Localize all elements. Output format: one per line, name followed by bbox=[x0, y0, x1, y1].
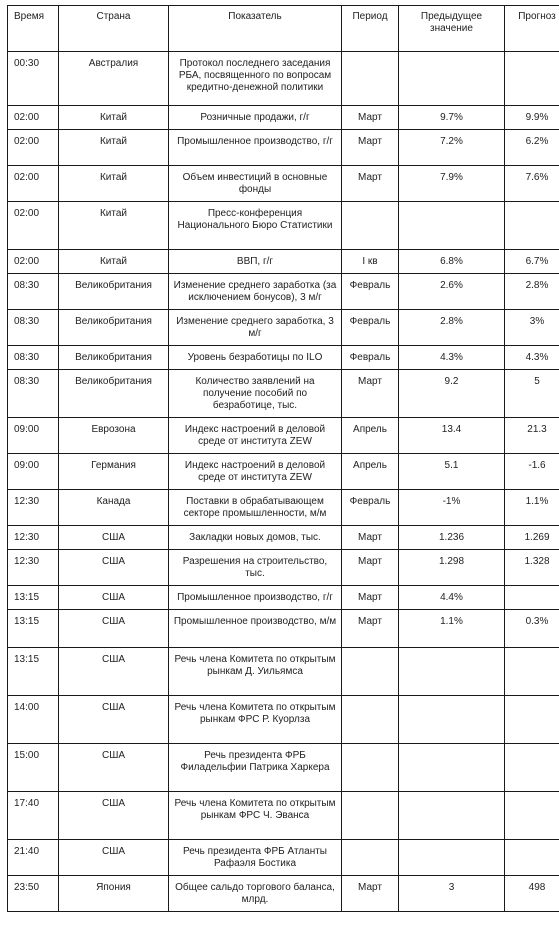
cell-country: Германия bbox=[59, 454, 169, 490]
cell-country: США bbox=[59, 526, 169, 550]
cell-period: Март bbox=[342, 610, 399, 648]
cell-country: Австралия bbox=[59, 52, 169, 106]
cell-indicator: Пресс-конференция Национального Бюро Статистики bbox=[169, 202, 342, 250]
cell-indicator: Речь президента ФРБ Атланты Рафаэля Бостика bbox=[169, 840, 342, 876]
cell-time: 12:30 bbox=[8, 550, 59, 586]
cell-previous: 9.2 bbox=[399, 370, 505, 418]
cell-forecast: 21.3 bbox=[505, 418, 559, 454]
cell-period bbox=[342, 52, 399, 106]
cell-country: США bbox=[59, 840, 169, 876]
cell-forecast: 9.9% bbox=[505, 106, 559, 130]
cell-time: 08:30 bbox=[8, 346, 59, 370]
cell-country: Великобритания bbox=[59, 274, 169, 310]
cell-time: 13:15 bbox=[8, 648, 59, 696]
table-row bbox=[8, 876, 559, 912]
header-indicator: Показатель bbox=[169, 6, 342, 52]
cell-indicator: Закладки новых домов, тыс. bbox=[169, 526, 342, 550]
table-row bbox=[8, 490, 559, 526]
cell-forecast: -1.6 bbox=[505, 454, 559, 490]
cell-previous: -1% bbox=[399, 490, 505, 526]
cell-period: Февраль bbox=[342, 346, 399, 370]
cell-time: 23:50 bbox=[8, 876, 59, 912]
cell-time: 09:00 bbox=[8, 418, 59, 454]
cell-forecast bbox=[505, 202, 559, 250]
cell-indicator: Разрешения на строительство, тыс. bbox=[169, 550, 342, 586]
cell-forecast: 5 bbox=[505, 370, 559, 418]
cell-forecast: 1.328 bbox=[505, 550, 559, 586]
cell-time: 02:00 bbox=[8, 106, 59, 130]
cell-period: Февраль bbox=[342, 274, 399, 310]
cell-forecast: 4.3% bbox=[505, 346, 559, 370]
cell-previous: 4.3% bbox=[399, 346, 505, 370]
cell-indicator: Общее сальдо торгового баланса, млрд. bbox=[169, 876, 342, 912]
cell-indicator: Индекс настроений в деловой среде от института ZEW bbox=[169, 454, 342, 490]
cell-forecast: 6.2% bbox=[505, 130, 559, 166]
cell-previous: 1.298 bbox=[399, 550, 505, 586]
cell-previous bbox=[399, 840, 505, 876]
cell-indicator: Речь члена Комитета по открытым рынкам ФРС Р. Куорлза bbox=[169, 696, 342, 744]
cell-time: 08:30 bbox=[8, 370, 59, 418]
cell-indicator: Протокол последнего заседания РБА, посвященного по вопросам кредитно-денежной политики bbox=[169, 52, 342, 106]
economic-calendar-table bbox=[7, 5, 559, 912]
cell-time: 09:00 bbox=[8, 454, 59, 490]
table-row bbox=[8, 550, 559, 586]
cell-country: Китай bbox=[59, 250, 169, 274]
cell-indicator: Уровень безработицы по ILO bbox=[169, 346, 342, 370]
cell-country: Великобритания bbox=[59, 310, 169, 346]
cell-time: 08:30 bbox=[8, 274, 59, 310]
cell-time: 02:00 bbox=[8, 166, 59, 202]
cell-previous: 4.4% bbox=[399, 586, 505, 610]
cell-indicator: Промышленное производство, г/г bbox=[169, 586, 342, 610]
table-row bbox=[8, 418, 559, 454]
table-row bbox=[8, 52, 559, 106]
cell-forecast: 2.8% bbox=[505, 274, 559, 310]
cell-previous bbox=[399, 202, 505, 250]
cell-period: Апрель bbox=[342, 418, 399, 454]
cell-time: 14:00 bbox=[8, 696, 59, 744]
cell-period: Февраль bbox=[342, 310, 399, 346]
cell-country: США bbox=[59, 744, 169, 792]
cell-period: Февраль bbox=[342, 490, 399, 526]
cell-forecast: 0.3% bbox=[505, 610, 559, 648]
table-row bbox=[8, 370, 559, 418]
cell-period bbox=[342, 744, 399, 792]
cell-period: Апрель bbox=[342, 454, 399, 490]
cell-time: 15:00 bbox=[8, 744, 59, 792]
table-row bbox=[8, 648, 559, 696]
cell-previous: 2.8% bbox=[399, 310, 505, 346]
cell-time: 17:40 bbox=[8, 792, 59, 840]
cell-forecast bbox=[505, 586, 559, 610]
cell-indicator: Речь президента ФРБ Филадельфии Патрика Харкера bbox=[169, 744, 342, 792]
cell-forecast: 498 bbox=[505, 876, 559, 912]
cell-previous bbox=[399, 648, 505, 696]
header-forecast: Прогноз bbox=[505, 6, 559, 52]
cell-country: Еврозона bbox=[59, 418, 169, 454]
cell-previous: 1.236 bbox=[399, 526, 505, 550]
table-row bbox=[8, 346, 559, 370]
cell-indicator: Промышленное производство, м/м bbox=[169, 610, 342, 648]
table-row bbox=[8, 792, 559, 840]
cell-indicator: Поставки в обрабатывающем секторе промышленности, м/м bbox=[169, 490, 342, 526]
table-row bbox=[8, 106, 559, 130]
cell-country: Великобритания bbox=[59, 346, 169, 370]
table-row bbox=[8, 250, 559, 274]
cell-period bbox=[342, 202, 399, 250]
cell-country: Великобритания bbox=[59, 370, 169, 418]
cell-time: 12:30 bbox=[8, 490, 59, 526]
cell-time: 08:30 bbox=[8, 310, 59, 346]
cell-indicator: Индекс настроений в деловой среде от института ZEW bbox=[169, 418, 342, 454]
cell-country: США bbox=[59, 696, 169, 744]
table-row bbox=[8, 744, 559, 792]
cell-period bbox=[342, 840, 399, 876]
cell-time: 12:30 bbox=[8, 526, 59, 550]
cell-indicator: ВВП, г/г bbox=[169, 250, 342, 274]
cell-indicator: Изменение среднего заработка, 3 м/г bbox=[169, 310, 342, 346]
cell-country: США bbox=[59, 792, 169, 840]
cell-country: Китай bbox=[59, 130, 169, 166]
cell-previous: 9.7% bbox=[399, 106, 505, 130]
table-row bbox=[8, 526, 559, 550]
cell-previous: 13.4 bbox=[399, 418, 505, 454]
cell-time: 21:40 bbox=[8, 840, 59, 876]
cell-period: Март bbox=[342, 526, 399, 550]
cell-country: Китай bbox=[59, 106, 169, 130]
cell-period bbox=[342, 792, 399, 840]
table-row bbox=[8, 202, 559, 250]
cell-forecast: 1.269 bbox=[505, 526, 559, 550]
cell-country: Китай bbox=[59, 202, 169, 250]
table-row bbox=[8, 130, 559, 166]
table-row bbox=[8, 454, 559, 490]
cell-country: США bbox=[59, 610, 169, 648]
header-period: Период bbox=[342, 6, 399, 52]
cell-forecast bbox=[505, 696, 559, 744]
cell-indicator: Изменение среднего заработка (за исключением бонусов), 3 м/г bbox=[169, 274, 342, 310]
cell-forecast bbox=[505, 52, 559, 106]
cell-forecast bbox=[505, 792, 559, 840]
cell-forecast: 6.7% bbox=[505, 250, 559, 274]
cell-previous: 3 bbox=[399, 876, 505, 912]
cell-country: США bbox=[59, 550, 169, 586]
cell-country: США bbox=[59, 586, 169, 610]
cell-time: 13:15 bbox=[8, 610, 59, 648]
cell-indicator: Количество заявлений на получение пособий по безработице, тыс. bbox=[169, 370, 342, 418]
cell-country: Китай bbox=[59, 166, 169, 202]
table-header-row bbox=[8, 6, 559, 52]
cell-period: Март bbox=[342, 370, 399, 418]
cell-country: США bbox=[59, 648, 169, 696]
cell-previous: 7.9% bbox=[399, 166, 505, 202]
cell-indicator: Речь члена Комитета по открытым рынкам ФРС Ч. Эванса bbox=[169, 792, 342, 840]
table-row bbox=[8, 696, 559, 744]
cell-previous: 1.1% bbox=[399, 610, 505, 648]
cell-forecast: 1.1% bbox=[505, 490, 559, 526]
cell-country: Япония bbox=[59, 876, 169, 912]
cell-time: 00:30 bbox=[8, 52, 59, 106]
cell-indicator: Объем инвестиций в основные фонды bbox=[169, 166, 342, 202]
cell-forecast: 3% bbox=[505, 310, 559, 346]
cell-previous: 5.1 bbox=[399, 454, 505, 490]
cell-previous: 2.6% bbox=[399, 274, 505, 310]
cell-period bbox=[342, 696, 399, 744]
cell-time: 13:15 bbox=[8, 586, 59, 610]
cell-previous bbox=[399, 52, 505, 106]
table-row bbox=[8, 840, 559, 876]
cell-forecast bbox=[505, 840, 559, 876]
cell-period: Март bbox=[342, 876, 399, 912]
cell-previous bbox=[399, 792, 505, 840]
cell-indicator: Речь члена Комитета по открытым рынкам Д. Уильямса bbox=[169, 648, 342, 696]
cell-period: Март bbox=[342, 166, 399, 202]
cell-period: Март bbox=[342, 106, 399, 130]
table-row bbox=[8, 310, 559, 346]
header-time: Время bbox=[8, 6, 59, 52]
cell-indicator: Промышленное производство, г/г bbox=[169, 130, 342, 166]
cell-country: Канада bbox=[59, 490, 169, 526]
cell-previous bbox=[399, 744, 505, 792]
table-row bbox=[8, 610, 559, 648]
cell-forecast: 7.6% bbox=[505, 166, 559, 202]
cell-time: 02:00 bbox=[8, 130, 59, 166]
table-row bbox=[8, 274, 559, 310]
cell-forecast bbox=[505, 744, 559, 792]
cell-period: Март bbox=[342, 550, 399, 586]
cell-previous bbox=[399, 696, 505, 744]
cell-period: Март bbox=[342, 586, 399, 610]
cell-time: 02:00 bbox=[8, 202, 59, 250]
cell-time: 02:00 bbox=[8, 250, 59, 274]
header-country: Страна bbox=[59, 6, 169, 52]
cell-indicator: Розничные продажи, г/г bbox=[169, 106, 342, 130]
cell-period: Март bbox=[342, 130, 399, 166]
cell-forecast bbox=[505, 648, 559, 696]
table-row bbox=[8, 166, 559, 202]
cell-previous: 7.2% bbox=[399, 130, 505, 166]
cell-previous: 6.8% bbox=[399, 250, 505, 274]
cell-period: I кв bbox=[342, 250, 399, 274]
header-previous: Предыдущее значение bbox=[399, 6, 505, 52]
table-row bbox=[8, 586, 559, 610]
cell-period bbox=[342, 648, 399, 696]
